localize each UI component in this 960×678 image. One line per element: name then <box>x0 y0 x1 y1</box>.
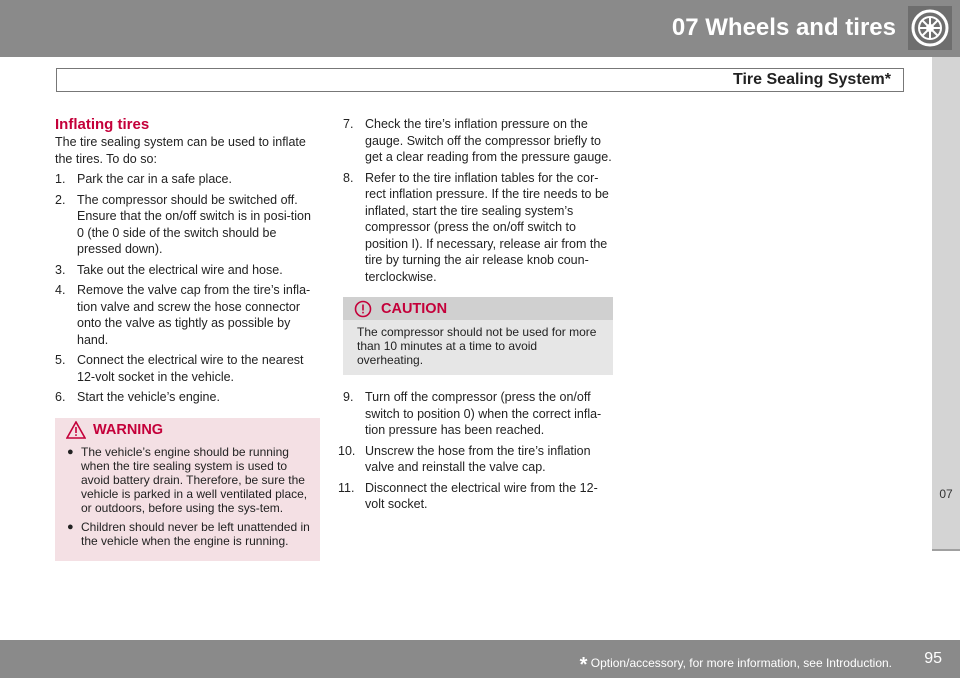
left-column <box>55 116 320 575</box>
chapter-title: 07 Wheels and tires <box>671 14 896 41</box>
footer-bar <box>0 640 960 678</box>
warning-box <box>55 418 320 561</box>
warning-bullet: ● The vehicle’s engine should be running when the tire sealing system is used to avoid battery drain. Therefore, be sure the vehicle is parked in a well ventilated place, or outdoors, before using the sys-tem. <box>67 444 308 515</box>
steps-list-left <box>55 171 320 406</box>
caution-header <box>343 297 613 320</box>
steps-list-right-b <box>338 389 613 513</box>
section-header <box>56 68 904 92</box>
step-item: 10. Unscrew the hose from the tire’s inflation valve and reinstall the valve cap. <box>338 443 591 474</box>
step-item: 11. Disconnect the electrical wire from the 12-volt socket. <box>338 480 598 511</box>
step-item: 9. Turn off the compressor (press the on/off switch to position 0) when the correct infla-tion pressure has been reached. <box>343 390 602 437</box>
chapter-header-bar <box>0 0 960 57</box>
step-item: 4. Remove the valve cap from the tire’s infla-tion valve and screw the hose connector onto the valve as tightly as possible by hand. <box>55 283 311 347</box>
step-item: 7. Check the tire’s inflation pressure on the gauge. Switch off the compressor briefly to get a clear reading from the pressure gauge. <box>343 117 612 164</box>
page-number: 95 <box>924 650 942 667</box>
wheel-icon <box>908 6 952 50</box>
caution-text: The compressor should not be used for more than 10 minutes at a time to avoid overheating. <box>357 325 597 367</box>
side-tab-label: 07 <box>939 487 953 501</box>
step-item: 2. The compressor should be switched off. Ensure that the on/off switch is in posi-tion 0 (the 0 side of the switch should be pressed down). <box>55 192 311 256</box>
footnote: * Option/accessory, for more information, see Introduction. <box>579 654 892 676</box>
warning-body <box>55 441 320 561</box>
caution-box <box>343 297 613 375</box>
chapter-side-tab <box>932 57 960 551</box>
step-item: 5. Connect the electrical wire to the nearest 12-volt socket in the vehicle. <box>55 353 304 384</box>
step-item: 6. Start the vehicle’s engine. <box>55 390 220 404</box>
right-column <box>338 116 613 517</box>
caution-icon <box>354 300 372 318</box>
step-item: 3. Take out the electrical wire and hose. <box>55 262 283 277</box>
intro-text: The tire sealing system can be used to inflate the tires. To do so: <box>55 135 306 166</box>
steps-list-right-a <box>343 116 613 285</box>
step-item: 1. Park the car in a safe place. <box>55 172 232 186</box>
section-heading: Inflating tires <box>55 116 150 133</box>
warning-triangle-icon <box>66 421 86 439</box>
section-title: Tire Sealing System* <box>733 71 891 88</box>
caution-label: CAUTION <box>381 301 448 317</box>
warning-bullet: ● Children should never be left unattended in the vehicle when the engine is running. <box>67 519 310 548</box>
warning-label: WARNING <box>93 421 164 438</box>
warning-header <box>55 418 320 441</box>
step-item: 8. Refer to the tire inflation tables for the cor-rect inflation pressure. If the tire needs to be inflated, start the tire sealing system’s compressor (press the on/off switch to position I). If necessary, release air from the tire by turning the air release knob coun-terclockwise. <box>343 170 609 284</box>
